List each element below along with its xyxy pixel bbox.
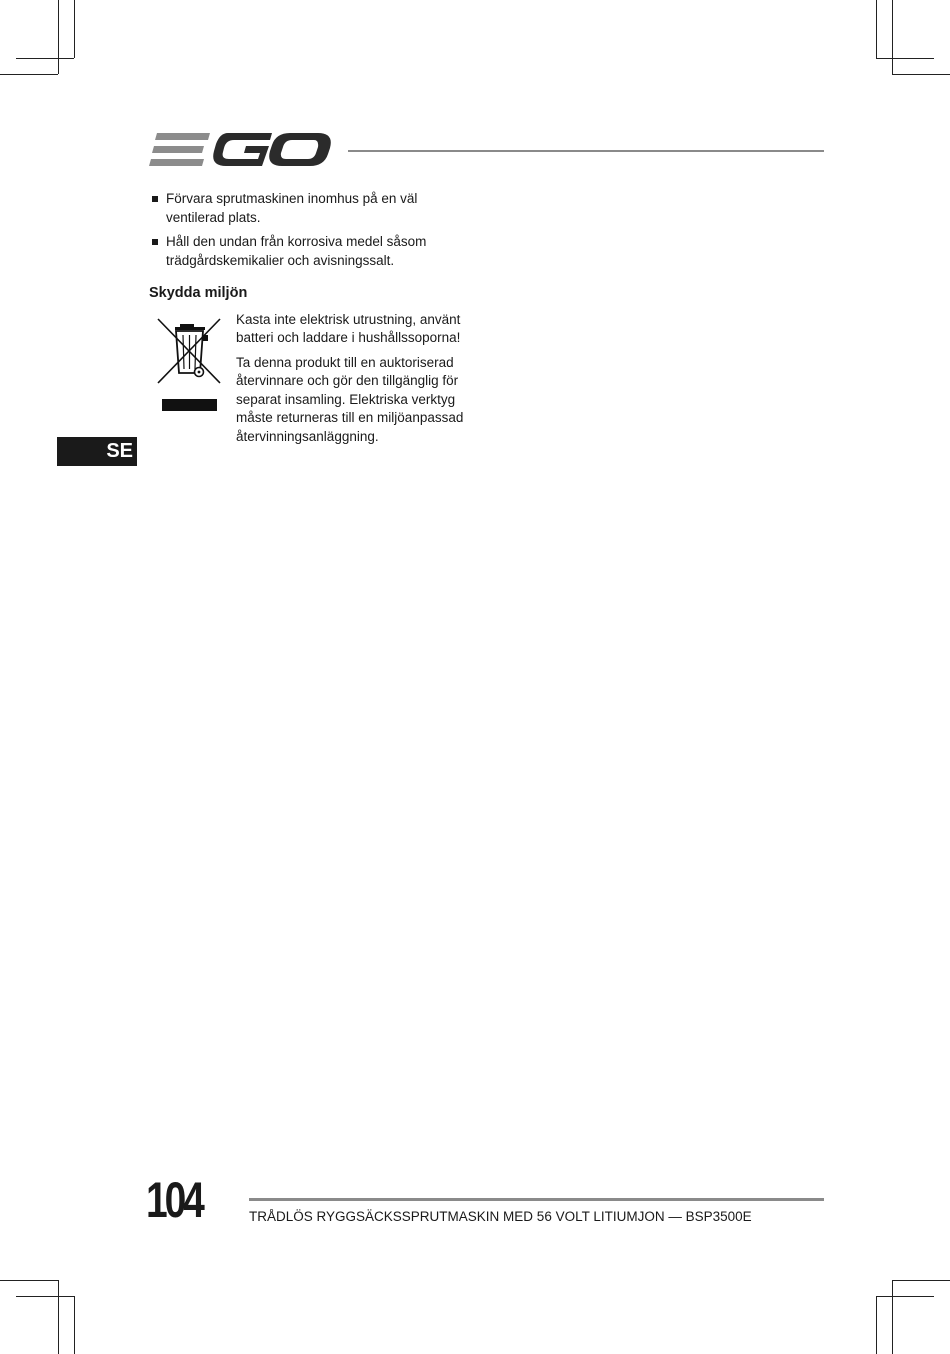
crop-mark	[876, 58, 934, 59]
page-number: 104	[146, 1172, 202, 1228]
paragraph: Kasta inte elektrisk utrustning, använt batteri och laddare i hushållssoporna!	[236, 311, 461, 345]
crop-mark	[58, 0, 59, 74]
list-item	[150, 190, 470, 227]
crop-mark	[74, 1296, 75, 1354]
weee-crossed-bin-icon	[154, 313, 224, 415]
crop-mark	[74, 0, 75, 58]
crop-mark	[892, 74, 950, 75]
paragraph: Ta denna produkt till en auktoriserad återvinnare och gör den tillgänglig för separat insamling. Elektriska verktyg måste returneras till en miljöanpassad återvinningsanläggning.	[236, 354, 464, 444]
square-bullet-icon	[152, 196, 158, 202]
header-rule	[348, 150, 824, 152]
bullet-text: Håll den undan från korrosiva medel såsom trädgårdskemikalier och avisningssalt.	[166, 234, 427, 268]
crop-mark	[16, 58, 74, 59]
bullet-text: Förvara sprutmaskinen inomhus på en väl ventilerad plats.	[166, 191, 418, 225]
environment-text	[236, 311, 470, 447]
environment-block	[150, 311, 470, 447]
storage-bullet-list	[150, 190, 470, 270]
section-heading: Skydda miljön	[149, 285, 248, 301]
ego-logo	[148, 128, 332, 174]
crop-mark	[876, 0, 877, 58]
crop-mark	[58, 1280, 59, 1354]
crop-mark	[892, 0, 893, 74]
language-tab: SE	[57, 437, 137, 466]
crop-mark	[876, 1296, 934, 1297]
footer-title: TRÅDLÖS RYGGSÄCKSSPRUTMASKIN MED 56 VOLT LITIUMJON — BSP3500E	[249, 1209, 752, 1224]
crop-mark	[892, 1280, 950, 1281]
square-bullet-icon	[152, 239, 158, 245]
list-item	[150, 233, 470, 270]
main-content	[150, 190, 470, 452]
crop-mark	[876, 1296, 877, 1354]
crop-mark	[0, 1280, 58, 1281]
crop-mark	[16, 1296, 74, 1297]
crop-mark	[892, 1280, 893, 1354]
footer-rule	[249, 1198, 824, 1201]
crop-mark	[0, 74, 58, 75]
